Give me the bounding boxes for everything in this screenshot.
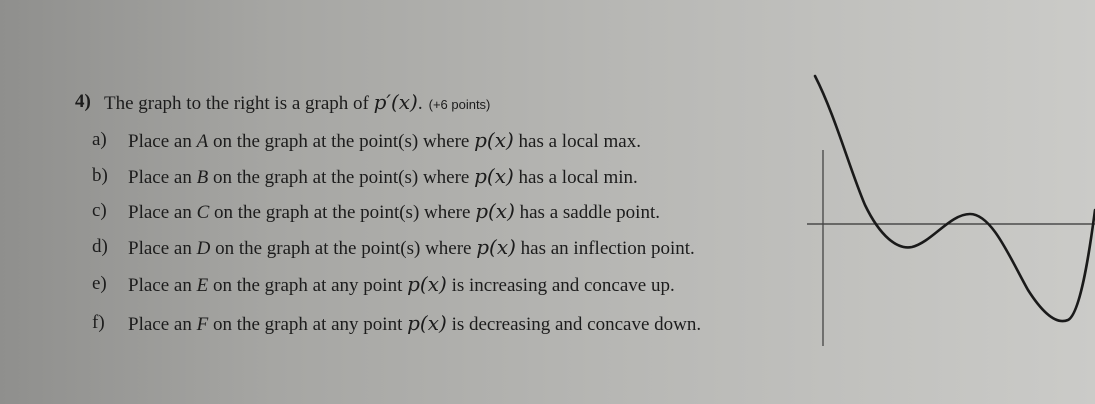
item-math: p(x) xyxy=(407,272,447,296)
item-letter: a) xyxy=(92,129,107,150)
item-text-mid: on the graph at the point(s) where xyxy=(210,238,477,259)
item-math: p(x) xyxy=(475,199,515,223)
item-variable: F xyxy=(196,314,209,335)
stem-text-after: . xyxy=(417,93,423,114)
item-text-before: Place an xyxy=(128,275,197,296)
item-letter: f) xyxy=(92,312,105,333)
item-text-mid: on the graph at any point xyxy=(208,275,408,296)
item-letter: e) xyxy=(92,273,107,294)
item-math: p(x) xyxy=(474,128,514,152)
item-variable: E xyxy=(196,275,209,296)
item-letter: c) xyxy=(92,200,107,221)
item-variable: B xyxy=(196,167,209,188)
item-letter: b) xyxy=(92,165,108,186)
item-variable: C xyxy=(196,202,210,223)
item-text-before: Place an xyxy=(128,238,197,259)
item-text-after: has a local max. xyxy=(513,131,641,152)
item-math: p(x) xyxy=(474,164,514,188)
item-text-before: Place an xyxy=(128,314,197,335)
stem-math: p′(x) xyxy=(373,90,418,114)
item-text-before: Place an xyxy=(128,131,197,152)
item-text-mid: on the graph at the point(s) where xyxy=(209,202,476,223)
question-number: 4) xyxy=(75,91,91,112)
item-text-mid: on the graph at the point(s) where xyxy=(208,131,475,152)
item-math: p(x) xyxy=(476,235,516,259)
derivative-curve xyxy=(815,76,1095,321)
item-text-mid: on the graph at any point xyxy=(208,314,408,335)
item-letter: d) xyxy=(92,236,108,257)
item-text-before: Place an xyxy=(128,202,197,223)
item-variable: A xyxy=(196,131,209,152)
item-text-after: is increasing and concave up. xyxy=(446,275,675,296)
item-text-before: Place an xyxy=(128,167,197,188)
item-variable: D xyxy=(196,238,211,259)
points-label: (+6 points) xyxy=(428,97,491,112)
item-text-after: has a local min. xyxy=(513,167,638,188)
item-text-after: has an inflection point. xyxy=(515,238,695,259)
item-text-after: has a saddle point. xyxy=(514,202,660,223)
item-math: p(x) xyxy=(407,311,447,335)
stem-text-before: The graph to the right is a graph of xyxy=(104,93,374,114)
item-text-mid: on the graph at the point(s) where xyxy=(208,167,475,188)
item-text-after: is decreasing and concave down. xyxy=(446,314,702,335)
